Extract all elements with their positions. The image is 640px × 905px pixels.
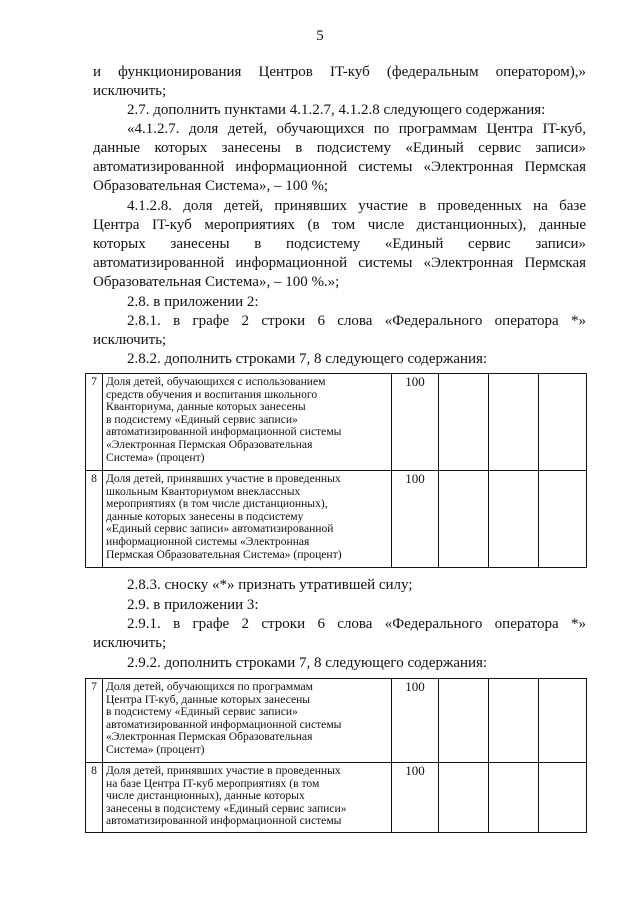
- text-line: исключить;: [93, 332, 167, 348]
- row-number: 7: [86, 679, 103, 763]
- row-number: 7: [86, 374, 103, 471]
- empty-cell: [539, 679, 587, 763]
- empty-cell: [539, 471, 587, 568]
- text-line: 2.8.3. сноску «*» признать утратившей силу;: [127, 577, 413, 593]
- empty-cell: [439, 679, 489, 763]
- page-number: 5: [316, 28, 324, 44]
- empty-cell: [439, 374, 489, 471]
- text-line: 2.8.1. в графе 2 строки 6 слова «Федерального оператора *»: [127, 313, 586, 329]
- empty-cell: [439, 763, 489, 833]
- text-line: Образовательная Система», – 100 %;: [93, 178, 329, 194]
- empty-cell: [439, 471, 489, 568]
- text-line: которых занесены в подсистему «Единый сервис записи»: [93, 236, 586, 252]
- indicator-name: Доля детей, принявших участие в проведенных на базе Центра IT-куб мероприятиях (в том числе дистанционных), данные которых занесены в подсистему «Единый сервис записи» автоматизированной информационной системы: [103, 763, 392, 833]
- table-row: [86, 471, 587, 568]
- text-line: исключить;: [93, 635, 167, 651]
- indicator-table-1: [85, 373, 587, 568]
- text-line: 2.9.1. в графе 2 строки 6 слова «Федерального оператора *»: [127, 616, 586, 632]
- text-line: 2.8. в приложении 2:: [127, 294, 259, 310]
- text-line: Центра IT-куб мероприятиях (в том числе дистанционных), данные: [93, 217, 586, 233]
- text-line: данные которых занесены в подсистему «Единый сервис записи»: [93, 140, 586, 156]
- text-line: автоматизированной информационной системы «Электронная Пермская: [93, 255, 586, 271]
- text-line: Образовательная Система», – 100 %.»;: [93, 274, 340, 290]
- indicator-value: 100: [392, 679, 439, 763]
- text-line: 2.9.2. дополнить строками 7, 8 следующего содержания:: [127, 655, 488, 671]
- table-row: [86, 679, 587, 763]
- text-line: и функционирования Центров IT-куб (федеральным оператором),»: [93, 64, 586, 80]
- text-line: автоматизированной информационной системы «Электронная Пермская: [93, 159, 586, 175]
- indicator-name: Доля детей, обучающихся по программам Центра IT-куб, данные которых занесены в подсистему «Единый сервис записи» автоматизированной информационной системы «Электронная Пермская Образовательная Система» (процент): [103, 679, 392, 763]
- empty-cell: [489, 471, 539, 568]
- empty-cell: [489, 763, 539, 833]
- indicator-value: 100: [392, 374, 439, 471]
- empty-cell: [489, 679, 539, 763]
- indicator-name: Доля детей, обучающихся с использованием средств обучения и воспитания школьного Кванториума, данные которых занесены в подсистему «Единый сервис записи» автоматизированной информационной системы «Электронная Пермская Образовательная Система» (процент): [103, 374, 392, 471]
- text-line: 2.7. дополнить пунктами 4.1.2.7, 4.1.2.8 следующего содержания:: [127, 102, 546, 118]
- empty-cell: [539, 374, 587, 471]
- indicator-value: 100: [392, 763, 439, 833]
- empty-cell: [489, 374, 539, 471]
- indicator-name: Доля детей, принявших участие в проведенных школьным Кванториумом внеклассных мероприятиях (в том числе дистанционных), данные которых занесены в подсистему «Единый сервис записи» автоматизированной информационной системы «Электронная Пермская Образовательная Система» (процент): [103, 471, 392, 568]
- table-row: [86, 763, 587, 833]
- indicator-table-2: [85, 678, 587, 833]
- text-line: исключить;: [93, 83, 167, 99]
- text-line: «4.1.2.7. доля детей, обучающихся по программам Центра IT-куб,: [127, 121, 586, 137]
- empty-cell: [539, 763, 587, 833]
- indicator-value: 100: [392, 471, 439, 568]
- text-line: 2.8.2. дополнить строками 7, 8 следующего содержания:: [127, 351, 488, 367]
- table-row: [86, 374, 587, 471]
- text-line: 2.9. в приложении 3:: [127, 597, 259, 613]
- text-line: 4.1.2.8. доля детей, принявших участие в проведенных на базе: [127, 198, 586, 214]
- row-number: 8: [86, 763, 103, 833]
- row-number: 8: [86, 471, 103, 568]
